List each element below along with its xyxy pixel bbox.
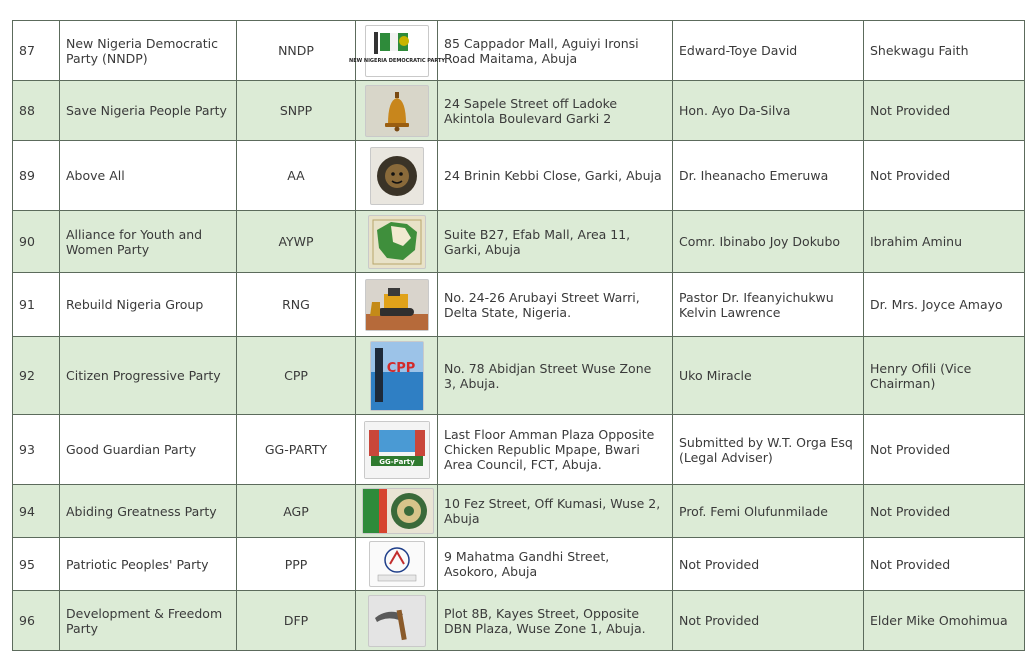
row-number: 90 — [13, 211, 60, 273]
party-name: Citizen Progressive Party — [60, 337, 237, 415]
party-address: 24 Sapele Street off Ladoke Akintola Boulevard Garki 2 — [438, 81, 673, 141]
cpp-logo-text: CPP — [386, 360, 415, 376]
party-address: 85 Cappador Mall, Aguiyi Ironsi Road Maitama, Abuja — [438, 21, 673, 81]
party-chairman: Not Provided — [673, 538, 864, 591]
table-row — [13, 485, 1025, 538]
party-address: Plot 8B, Kayes Street, Opposite DBN Plaza, Wuse Zone 1, Abuja. — [438, 591, 673, 651]
party-name: Abiding Greatness Party — [60, 485, 237, 538]
party-abbreviation: AYWP — [237, 211, 356, 273]
party-table — [12, 20, 1025, 651]
table-row — [13, 538, 1025, 591]
table-row — [13, 591, 1025, 651]
nigeria-map-logo-icon — [368, 215, 426, 269]
gg-party-logo-icon — [364, 421, 430, 479]
party-name: Above All — [60, 141, 237, 211]
row-number: 89 — [13, 141, 60, 211]
gg-party-logo-text: GG-Party — [378, 457, 415, 466]
party-chairman: Pastor Dr. Ifeanyichukwu Kelvin Lawrence — [673, 273, 864, 337]
party-logo-cell — [356, 538, 438, 591]
party-name: Good Guardian Party — [60, 415, 237, 485]
table-row — [13, 141, 1025, 211]
party-chairman: Submitted by W.T. Orga Esq (Legal Adviser) — [673, 415, 864, 485]
party-logo-cell — [356, 141, 438, 211]
row-number: 96 — [13, 591, 60, 651]
bulldozer-logo-icon — [365, 279, 429, 331]
party-address: No. 78 Abidjan Street Wuse Zone 3, Abuja. — [438, 337, 673, 415]
party-abbreviation: CPP — [237, 337, 356, 415]
nndp-logo-icon — [348, 25, 445, 77]
party-abbreviation: GG-PARTY — [237, 415, 356, 485]
party-secretary: Not Provided — [864, 485, 1025, 538]
party-name: Rebuild Nigeria Group — [60, 273, 237, 337]
party-abbreviation: DFP — [237, 591, 356, 651]
party-chairman: Not Provided — [673, 591, 864, 651]
party-secretary: Not Provided — [864, 538, 1025, 591]
party-secretary: Not Provided — [864, 141, 1025, 211]
party-secretary: Dr. Mrs. Joyce Amayo — [864, 273, 1025, 337]
party-name: New Nigeria Democratic Party (NNDP) — [60, 21, 237, 81]
lion-head-logo-icon — [370, 147, 424, 205]
party-chairman: Uko Miracle — [673, 337, 864, 415]
party-logo-cell — [356, 485, 438, 538]
party-abbreviation: AGP — [237, 485, 356, 538]
cpp-logo-icon — [370, 341, 424, 411]
table-row — [13, 337, 1025, 415]
party-address: 10 Fez Street, Off Kumasi, Wuse 2, Abuja — [438, 485, 673, 538]
bell-logo-icon — [365, 85, 429, 137]
ppp-logo-icon — [369, 541, 425, 587]
hoe-logo-icon — [368, 595, 426, 647]
party-secretary: Henry Ofili (Vice Chairman) — [864, 337, 1025, 415]
party-chairman: Comr. Ibinabo Joy Dokubo — [673, 211, 864, 273]
party-logo-cell — [356, 591, 438, 651]
table-row — [13, 273, 1025, 337]
table-row — [13, 21, 1025, 81]
party-abbreviation: PPP — [237, 538, 356, 591]
row-number: 95 — [13, 538, 60, 591]
party-chairman: Dr. Iheanacho Emeruwa — [673, 141, 864, 211]
party-name: Alliance for Youth and Women Party — [60, 211, 237, 273]
party-name: Patriotic Peoples' Party — [60, 538, 237, 591]
party-logo-cell — [356, 337, 438, 415]
row-number: 87 — [13, 21, 60, 81]
party-secretary: Not Provided — [864, 81, 1025, 141]
party-logo-cell — [356, 81, 438, 141]
row-number: 91 — [13, 273, 60, 337]
row-number: 94 — [13, 485, 60, 538]
party-address: No. 24-26 Arubayi Street Warri, Delta State, Nigeria. — [438, 273, 673, 337]
party-abbreviation: RNG — [237, 273, 356, 337]
party-name: Save Nigeria People Party — [60, 81, 237, 141]
party-logo-cell — [356, 273, 438, 337]
party-chairman: Edward-Toye David — [673, 21, 864, 81]
party-address: Last Floor Amman Plaza Opposite Chicken Republic Mpape, Bwari Area Council, FCT, Abuja. — [438, 415, 673, 485]
party-secretary: Shekwagu Faith — [864, 21, 1025, 81]
party-chairman: Prof. Femi Olufunmilade — [673, 485, 864, 538]
party-address: Suite B27, Efab Mall, Area 11, Garki, Abuja — [438, 211, 673, 273]
party-abbreviation: SNPP — [237, 81, 356, 141]
party-secretary: Elder Mike Omohimua — [864, 591, 1025, 651]
party-secretary: Not Provided — [864, 415, 1025, 485]
party-logo-cell — [356, 415, 438, 485]
party-address: 24 Brinin Kebbi Close, Garki, Abuja — [438, 141, 673, 211]
table-row — [13, 211, 1025, 273]
agp-seal-logo-icon — [362, 488, 434, 534]
party-logo-cell — [356, 211, 438, 273]
row-number: 93 — [13, 415, 60, 485]
party-logo-cell — [348, 21, 445, 81]
row-number: 92 — [13, 337, 60, 415]
party-address: 9 Mahatma Gandhi Street, Asokoro, Abuja — [438, 538, 673, 591]
party-name: Development & Freedom Party — [60, 591, 237, 651]
table-row — [13, 415, 1025, 485]
row-number: 88 — [13, 81, 60, 141]
party-abbreviation: AA — [237, 141, 356, 211]
party-secretary: Ibrahim Aminu — [864, 211, 1025, 273]
nndp-logo-text: NEW NIGERIA DEMOCRATIC PARTY — [348, 57, 445, 64]
table-row — [13, 81, 1025, 141]
party-chairman: Hon. Ayo Da-Silva — [673, 81, 864, 141]
party-abbreviation: NNDP — [237, 21, 356, 81]
